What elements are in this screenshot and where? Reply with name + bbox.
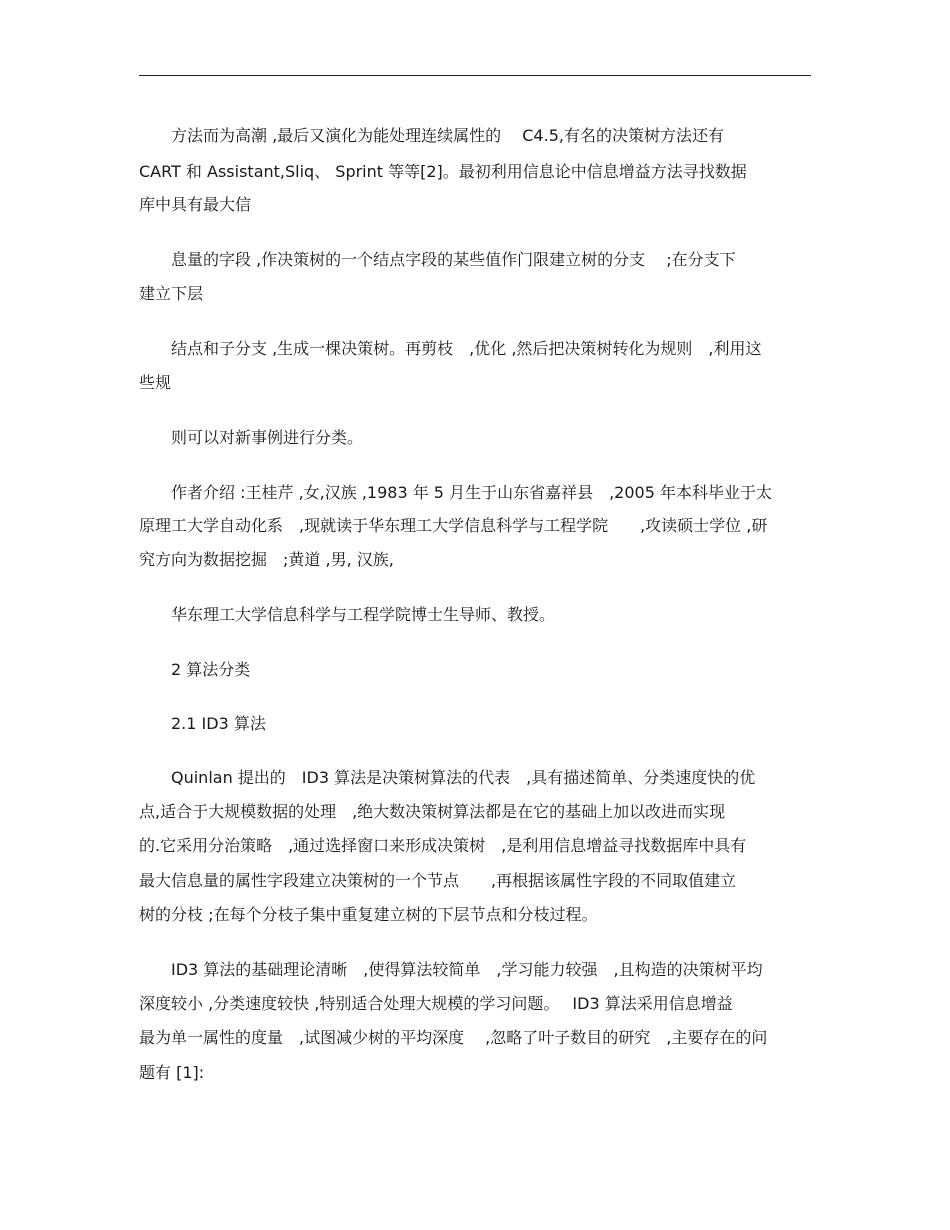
subsection-heading: 2.1 ID3 算法: [139, 714, 266, 733]
text-line: 库中具有最大信: [139, 195, 252, 214]
text-line: 结点和子分支 ,生成一棵决策树。再剪枝 ,优化 ,然后把决策树转化为规则 ,利用这: [139, 339, 762, 358]
text-line: CART 和 Assistant,Sliq、 Sprint 等等[2]。最初利用信息论中信息增益方法寻找数据: [139, 162, 747, 181]
text-line: 华东理工大学信息科学与工程学院博士生导师、教授。: [139, 605, 556, 624]
text-line: 深度较小 ,分类速度较快 ,特别适合处理大规模的学习问题。 ID3 算法采用信息增益: [139, 994, 733, 1013]
text-line: 究方向为数据挖掘 ;黄道 ,男, 汉族,: [139, 550, 394, 569]
text-line: 作者介绍 :王桂芹 ,女,汉族 ,1983 年 5 月生于山东省嘉祥县 ,2005 年本科毕业于太: [139, 483, 772, 502]
text-line: Quinlan 提出的 ID3 算法是决策树算法的代表 ,具有描述简单、分类速度快的优: [139, 768, 756, 787]
text-line: 点,适合于大规模数据的处理 ,绝大数决策树算法都是在它的基础上加以改进而实现: [139, 802, 726, 821]
text-line: 的.它采用分治策略 ,通过选择窗口来形成决策树 ,是利用信息增益寻找数据库中具有: [139, 836, 747, 855]
text-line: 树的分枝 ;在每个分枝子集中重复建立树的下层节点和分枝过程。: [139, 905, 598, 924]
text-line: 方法而为高潮 ,最后又演化为能处理连续属性的 C4.5,有名的决策树方法还有: [139, 126, 724, 145]
text-line: 建立下层: [139, 284, 204, 303]
section-heading: 2 算法分类: [139, 660, 251, 679]
text-line: 原理工大学自动化系 ,现就读于华东理工大学信息科学与工程学院 ,攻读硕士学位 ,研: [139, 516, 768, 535]
text-line: ID3 算法的基础理论清晰 ,使得算法较简单 ,学习能力较强 ,且构造的决策树平均: [139, 960, 763, 979]
text-line: 最为单一属性的度量 ,试图减少树的平均深度 ,忽略了叶子数目的研究 ,主要存在的问: [139, 1028, 768, 1047]
text-line: 些规: [139, 373, 172, 392]
text-line: 题有 [1]:: [139, 1063, 205, 1082]
header-rule: [139, 75, 811, 76]
text-line: 则可以对新事例进行分类。: [139, 428, 364, 447]
text-line: 息量的字段 ,作决策树的一个结点字段的某些值作门限建立树的分支 ;在分支下: [139, 250, 736, 269]
text-line: 最大信息量的属性字段建立决策树的一个节点 ,再根据该属性字段的不同取值建立: [139, 871, 737, 890]
